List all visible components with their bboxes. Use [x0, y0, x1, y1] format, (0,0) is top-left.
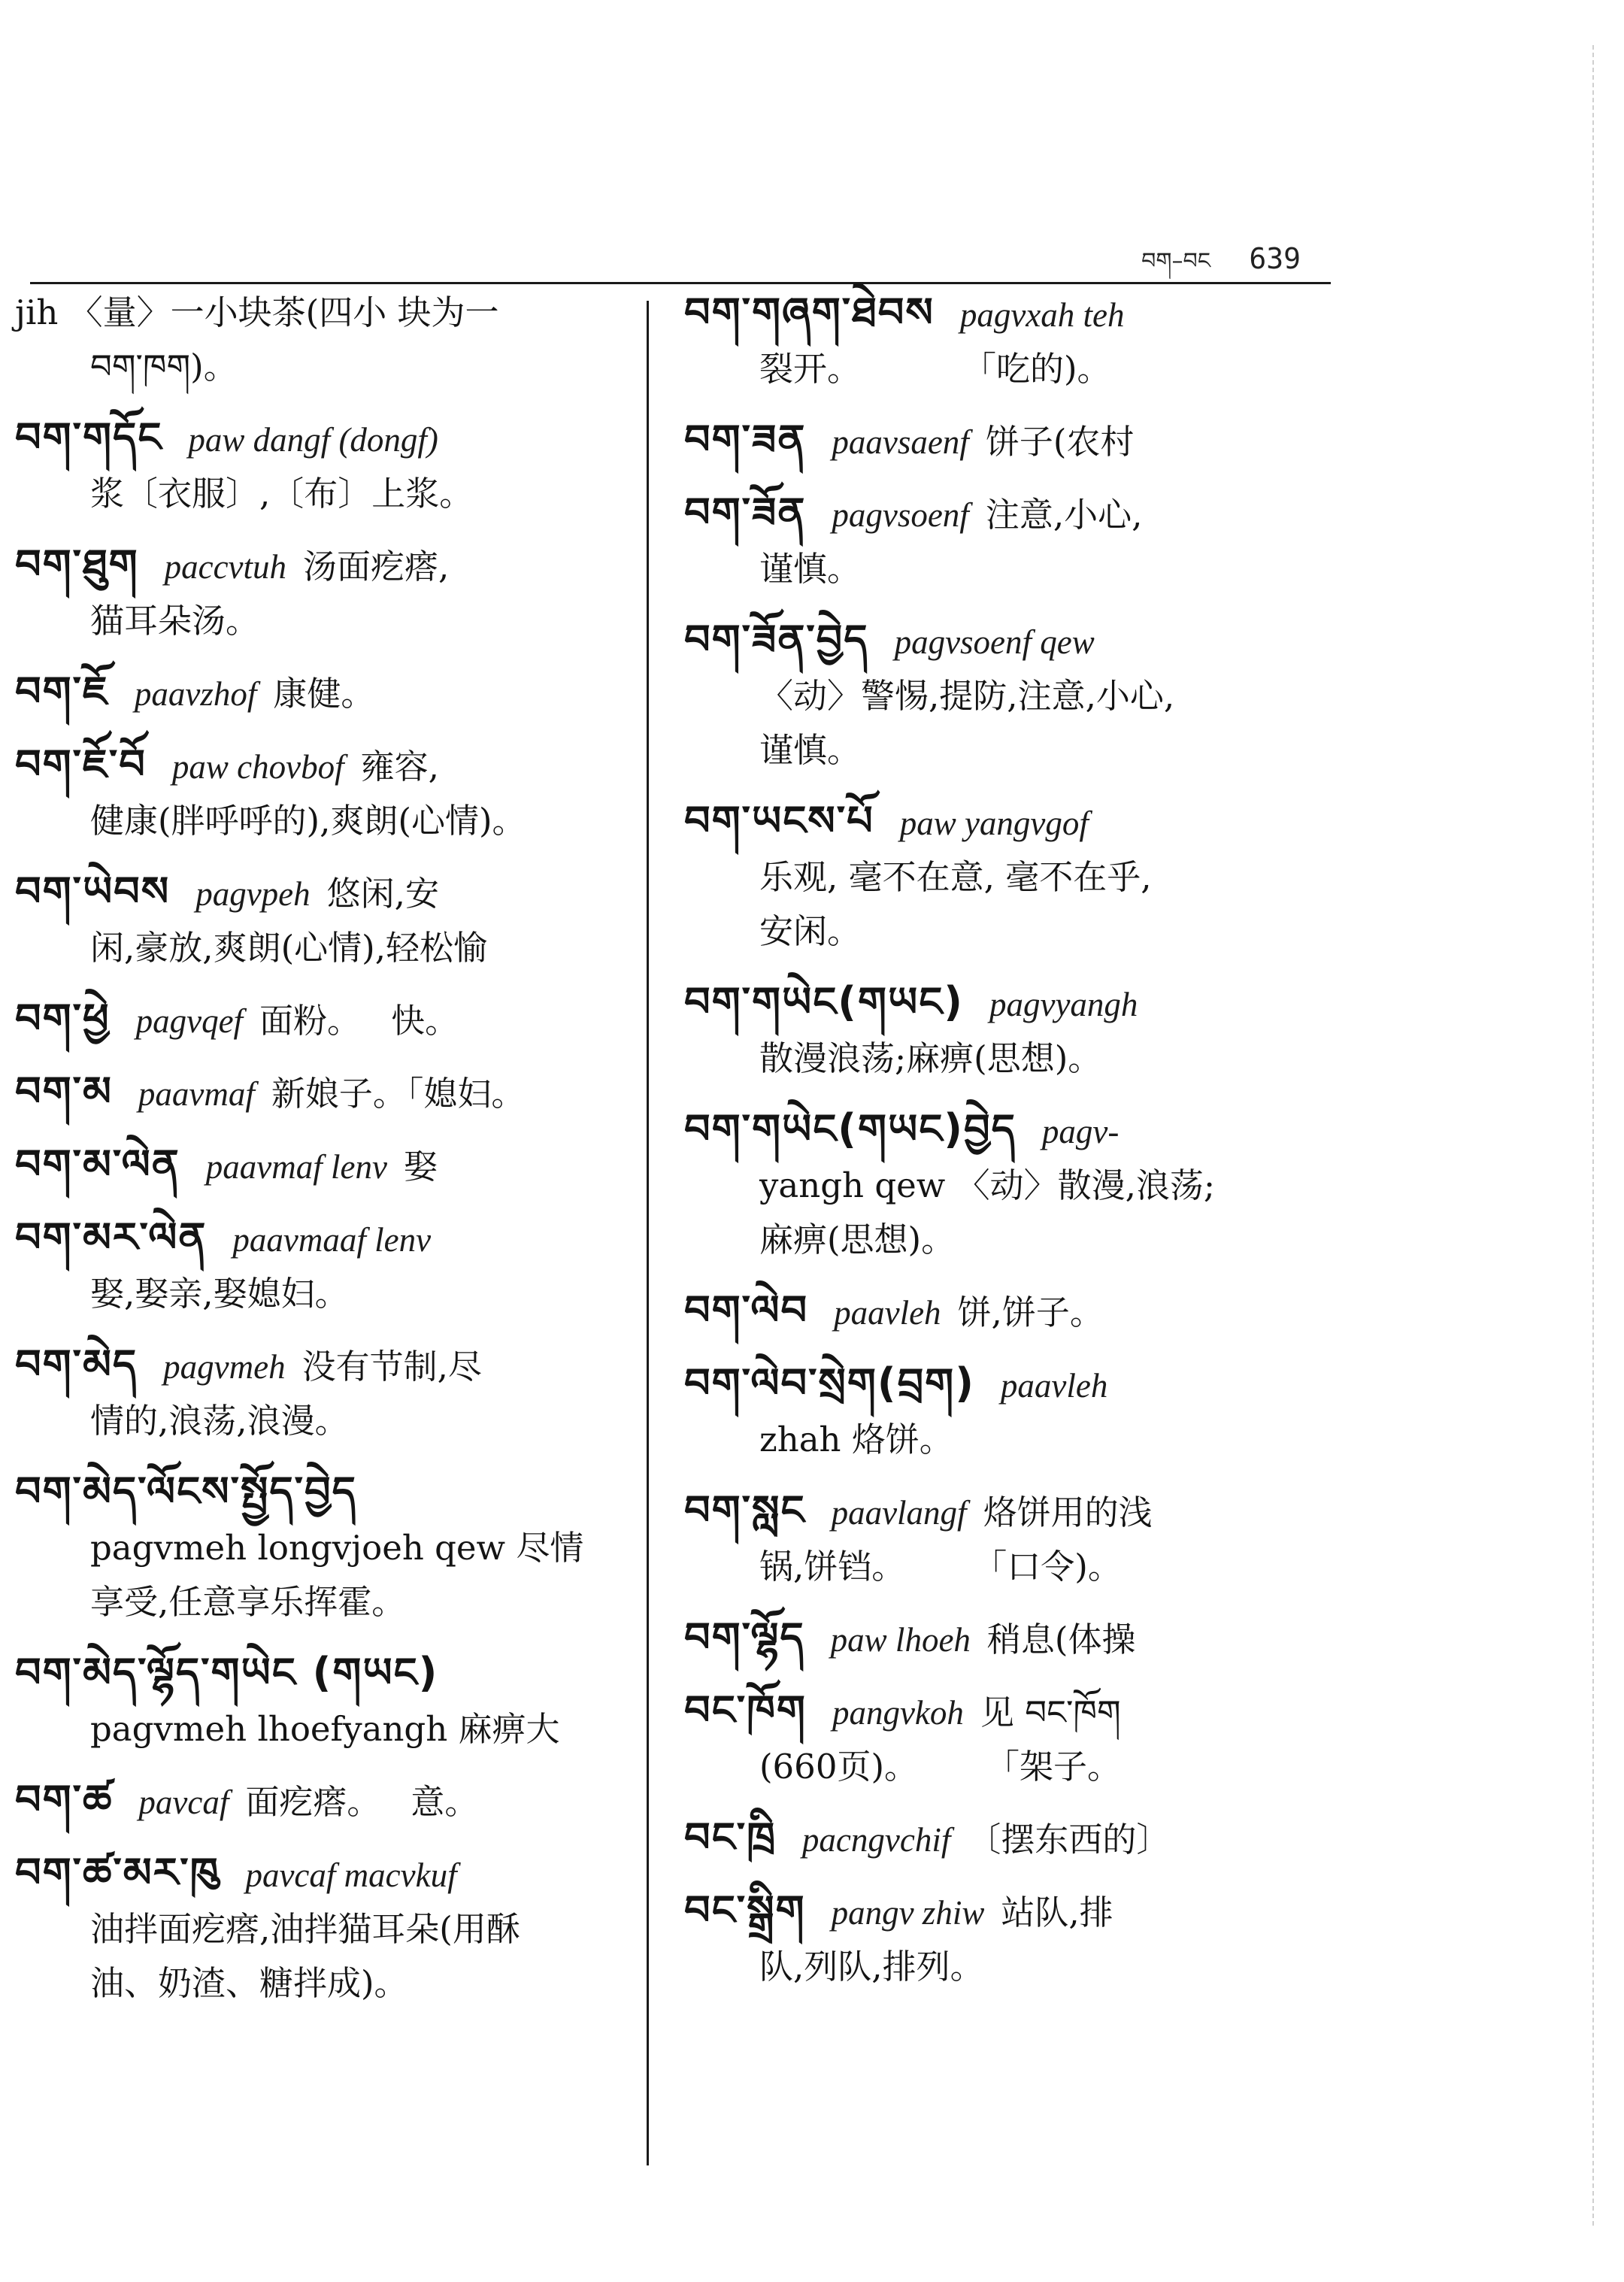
romanization: paavmaaf lenv: [232, 1221, 432, 1259]
tibetan-headword: བག་ཟོན: [684, 489, 807, 536]
column-divider: [647, 301, 649, 2165]
definition-continued: 裂开。 「吃的)。: [759, 349, 1111, 389]
entry-head: [15, 1211, 639, 1267]
dictionary-entry: [684, 1483, 1331, 1594]
entry-head: [684, 975, 1331, 1032]
definition-continued: (660页)。 「架子。: [759, 1747, 1122, 1787]
definition: 面疙瘩。: [245, 1782, 381, 1822]
romanization: pagvpeh: [195, 875, 311, 913]
dictionary-entry: [684, 1102, 1331, 1267]
entry-head: [15, 411, 639, 467]
definition: 雍容,: [360, 747, 439, 786]
tibetan-headword: བག་གཞག་ཐེབས: [684, 289, 935, 336]
dictionary-entry: [15, 1065, 639, 1121]
definition-continued: 猫耳朵汤。: [90, 601, 260, 641]
tibetan-headword: བག་ཟན: [684, 416, 807, 463]
entry-head: [684, 486, 1331, 542]
dictionary-entry: [15, 665, 639, 721]
definition-continued: pagvmeh lhoefyangh 麻痹大: [90, 1709, 560, 1749]
page-number: 639: [1249, 242, 1301, 275]
entry-head: [15, 1338, 639, 1394]
tibetan-headword: བང་ཁོག: [684, 1686, 807, 1734]
dictionary-entry: [15, 1138, 639, 1194]
dictionary-entry: [684, 613, 1331, 777]
romanization: paw chovbof: [171, 748, 344, 786]
definition-continued: 乐观, 毫不在意, 毫不在乎,: [759, 857, 1152, 897]
entry-head: [684, 413, 1331, 469]
definition: 饼子(农村: [985, 422, 1135, 462]
entry-head: [15, 1465, 639, 1521]
romanization: pagvyangh: [989, 986, 1138, 1023]
tibetan-headword: བག་མེད་ལྷོད་གཡེང (གཡང): [15, 1649, 439, 1696]
definition-continued: 油拌面疙瘩,油拌猫耳朵(用酥: [90, 1909, 520, 1949]
romanization: paavleh: [1000, 1367, 1108, 1405]
romanization: pagvsoenf: [832, 496, 969, 534]
entry-head: [684, 1611, 1331, 1667]
definition: 面粉。: [259, 1001, 362, 1041]
dictionary-entry: [684, 1283, 1331, 1340]
entry-head: [15, 738, 639, 794]
entry-head: [15, 1646, 639, 1702]
tibetan-headword: བག་ཡངས་པོ: [684, 797, 874, 844]
romanization: paw yangvgof: [899, 805, 1089, 842]
romanization: pagvqef: [135, 1002, 244, 1040]
romanization: paavmaf: [138, 1075, 255, 1113]
definition-continued: 谨慎。: [759, 730, 862, 770]
dictionary-entry: [15, 738, 639, 848]
tibetan-headword: བག་གདོང: [15, 414, 163, 461]
tibetan-headword: བག་ཟོན་བྱེད: [684, 616, 869, 663]
tibetan-headword: བག་ཇོ: [15, 668, 109, 715]
definition: 站队,排: [1001, 1893, 1113, 1932]
tibetan-headword: བག་ཚ་མར་ཁུ: [15, 1849, 220, 1896]
entry-head: [15, 665, 639, 721]
dictionary-entry: [15, 1846, 639, 2011]
entry-head: [684, 613, 1331, 669]
romanization: pagv-: [1041, 1113, 1120, 1150]
entry-head: [684, 286, 1331, 342]
tibetan-headword: བག་ཐུག: [15, 541, 139, 588]
dictionary-entry: [15, 1773, 639, 1829]
definition: 饼,饼子。: [957, 1293, 1104, 1332]
definition: 娶: [403, 1147, 438, 1186]
definition: 见 བང་ཁོག: [980, 1693, 1121, 1732]
tibetan-headword: བག་སླང: [684, 1486, 806, 1534]
romanization: pavcaf macvkuf: [245, 1856, 457, 1894]
entry-line: བག་ཁག)。: [90, 347, 238, 386]
right-column: [684, 286, 1331, 2011]
romanization: paavzhof: [134, 675, 257, 713]
tibetan-headword: བག་ཚ: [15, 1776, 114, 1823]
definition-continued: zhah 烙饼。: [759, 1420, 953, 1459]
guide-words: བག–བང: [1141, 248, 1210, 274]
dictionary-entry: [684, 794, 1331, 959]
definition-continued: 谨慎。: [759, 549, 862, 589]
romanization: paavlangf: [831, 1494, 967, 1532]
tibetan-headword: བག་ཕྱེ: [15, 995, 111, 1042]
definition-continued: yangh qew 〈动〉散漫,浪荡;: [759, 1165, 1216, 1205]
dictionary-entry: [684, 1683, 1331, 1794]
tibetan-headword: བང་སྒྲིག: [684, 1887, 806, 1934]
entry-head: [684, 1356, 1331, 1413]
tibetan-headword: བག་ལྷོད: [684, 1614, 805, 1661]
entry-head: [15, 538, 639, 594]
definition-continued: 浆〔衣服〕,〔布〕上浆。: [90, 474, 474, 514]
tibetan-headword: བག་མེད: [15, 1341, 138, 1388]
dictionary-entry: [684, 1811, 1331, 1867]
dictionary-entry: [684, 1356, 1331, 1467]
margin-note: 快。: [391, 1001, 459, 1041]
entry-head: [684, 1811, 1331, 1867]
tibetan-headword: བག་མེད་ལོངས་སྤྱོད་བྱེད: [15, 1468, 357, 1515]
entry-line: jih 〈量〉一小块茶(四小 块为一: [15, 292, 499, 332]
definition: 悠闲,安: [326, 874, 439, 914]
definition-continued: 队,列队,排列。: [759, 1947, 984, 1987]
dictionary-entry: [684, 975, 1331, 1086]
margin-note: 意。: [411, 1782, 479, 1822]
romanization: pacngvchif: [801, 1821, 951, 1859]
romanization: paw dangf (dongf): [188, 421, 438, 459]
romanization: paw lhoeh: [830, 1621, 971, 1659]
definition-continued: 油、奶渣、糖拌成)。: [90, 1963, 408, 2003]
definition-continued: 散漫浪荡;麻痹(思想)。: [759, 1038, 1102, 1078]
entry-head: [15, 865, 639, 921]
entry-head: [684, 1283, 1331, 1340]
tibetan-headword: བག་ལེབ་སྲེག(བྲག): [684, 1359, 975, 1407]
tibetan-headword: བག་གཡེང(གཡང): [684, 978, 964, 1026]
definition: 〔摆东西的〕: [967, 1820, 1171, 1859]
definition: 康健。: [273, 674, 375, 714]
dictionary-entry: [15, 1338, 639, 1448]
dictionary-entry: [15, 286, 639, 394]
definition: 注意,小心,: [985, 495, 1143, 535]
dictionary-entry: [15, 1646, 639, 1756]
definition-continued: 享受,任意享乐挥霍。: [90, 1582, 406, 1622]
dictionary-entry: [15, 411, 639, 521]
definition-continued: 安闲。: [759, 911, 862, 951]
tibetan-headword: བག་མ་ལེན: [15, 1141, 180, 1188]
romanization: pavcaf: [138, 1783, 229, 1821]
definition-continued: 健康(胖呼呼的),爽朗(心情)。: [90, 801, 526, 841]
dictionary-entry: [15, 1465, 639, 1629]
dictionary-entry: [684, 413, 1331, 469]
entry-head: [684, 1683, 1331, 1740]
definition-continued: 情的,浪荡,浪漫。: [90, 1401, 349, 1441]
entry-head: [15, 1846, 639, 1902]
entry-head: [15, 1065, 639, 1121]
dictionary-entry: [15, 1211, 639, 1321]
dictionary-entry: [684, 1611, 1331, 1667]
romanization: paavsaenf: [832, 423, 969, 461]
entry-head: [684, 1483, 1331, 1540]
definition: 新娘子。「媳妇。: [271, 1074, 526, 1114]
tibetan-headword: བག་མ: [15, 1068, 113, 1115]
definition-continued: pagvmeh longvjoeh qew 尽情: [90, 1528, 584, 1568]
romanization: paavleh: [834, 1294, 941, 1332]
dictionary-entry: [15, 865, 639, 975]
dictionary-entry: [15, 992, 639, 1048]
page-header: [30, 226, 1331, 286]
romanization: pagvmeh: [163, 1348, 286, 1386]
entry-head: [15, 1773, 639, 1829]
romanization: pangvkoh: [832, 1694, 964, 1732]
definition-continued: 闲,豪放,爽朗(心情),轻松愉: [90, 928, 488, 968]
definition: 烙饼用的浅: [983, 1493, 1153, 1532]
entry-head: [684, 1102, 1331, 1159]
tibetan-headword: བག་གཡེང(གཡང)བྱེད: [684, 1105, 1017, 1153]
dictionary-entry: [684, 486, 1331, 596]
entry-head: [684, 1883, 1331, 1940]
romanization: paccvtuh: [164, 548, 287, 586]
romanization: pagvxah teh: [959, 296, 1125, 334]
romanization: paavmaf lenv: [205, 1148, 387, 1186]
definition: 没有节制,尽: [301, 1347, 482, 1386]
romanization: pagvsoenf qew: [894, 623, 1095, 661]
tibetan-headword: བག་ཇོ་བོ: [15, 741, 147, 788]
tibetan-headword: བང་ཁྲི: [684, 1814, 777, 1861]
page-edge: [1592, 45, 1594, 2226]
definition: 稍息(体操: [986, 1620, 1136, 1659]
entry-head: [15, 992, 639, 1048]
tibetan-headword: བག་མར་ལེན: [15, 1214, 208, 1261]
left-column: [15, 286, 639, 2027]
romanization: pangv zhiw: [831, 1894, 985, 1932]
tibetan-headword: བག་ལེབ: [684, 1286, 809, 1334]
entry-head: [684, 794, 1331, 850]
dictionary-entry: [15, 538, 639, 648]
definition: 汤面疙瘩,: [303, 547, 450, 586]
dictionary-entry: [684, 286, 1331, 396]
definition-continued: 麻痹(思想)。: [759, 1220, 956, 1259]
tibetan-headword: བག་ཡེབས: [15, 868, 171, 915]
entry-head: [15, 1138, 639, 1194]
definition-continued: 锅,饼铛。 「口令)。: [759, 1547, 1122, 1586]
dictionary-entry: [684, 1883, 1331, 1994]
header-rule: [30, 282, 1331, 284]
definition-continued: 〈动〉警惕,提防,注意,小心,: [759, 676, 1175, 716]
definition-continued: 娶,娶亲,娶媳妇。: [90, 1274, 349, 1314]
